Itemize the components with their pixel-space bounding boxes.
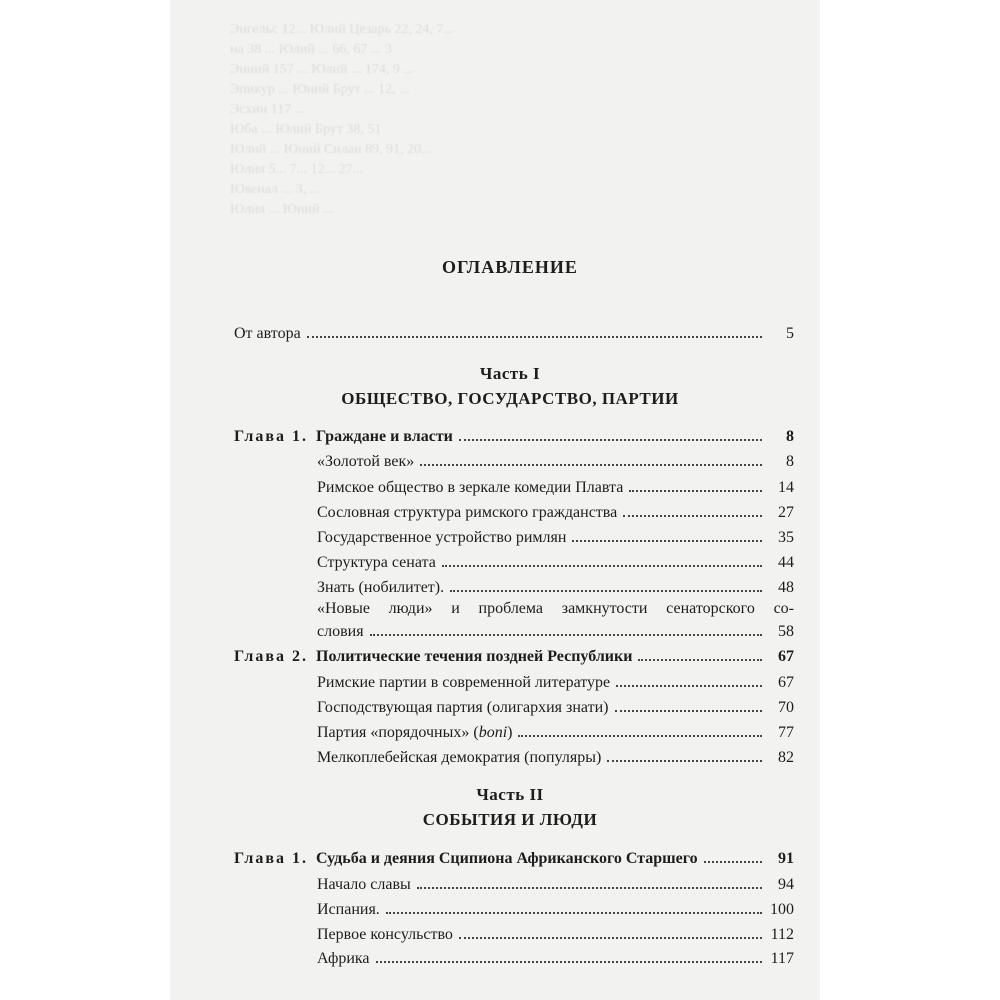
part1-title: ОБЩЕСТВО, ГОСУДАРСТВО, ПАРТИИ (341, 389, 679, 408)
leader-dots (376, 947, 762, 963)
entry-title-line2: словия (317, 623, 364, 640)
entry-title: Знать (нобилитет). (317, 579, 445, 596)
leader-dots (459, 923, 762, 939)
entry-page: 82 (778, 749, 794, 766)
title-text: Партия «порядочных» ( (317, 724, 479, 741)
entry-line2 (317, 620, 794, 643)
entry-page: 27 (778, 504, 794, 521)
toc-title: ОГЛАВЛЕНИЕ (442, 257, 578, 277)
toc-entry[interactable] (317, 746, 794, 768)
leader-dots (386, 898, 762, 914)
chapter-title: Политические течения поздней Республики (316, 648, 633, 665)
ghost-line: Юба ... Юлий Брут 38, 51 (230, 122, 382, 137)
toc-entry[interactable] (317, 923, 794, 945)
chapter-page: 91 (778, 850, 794, 867)
toc-entry[interactable] (317, 898, 794, 920)
entry-page: 8 (786, 453, 794, 470)
toc-entry[interactable] (317, 947, 794, 969)
entry-title: Африка (317, 950, 370, 967)
entry-title-line1: «Новые люди» и проблема замкнутости сенаторского со- (317, 600, 794, 617)
leader-dots (607, 746, 762, 762)
part1-label: Часть I (479, 364, 541, 383)
entry-title: Римское общество в зеркале комедии Плавта (317, 479, 624, 496)
leader-dots (450, 576, 762, 592)
entry-page: 5 (786, 325, 794, 342)
entry-page: 35 (778, 529, 794, 546)
chapter-page: 67 (778, 648, 794, 665)
leader-dots (518, 721, 762, 737)
part2-label: Часть II (476, 785, 544, 804)
toc-entry[interactable] (317, 873, 794, 895)
leader-dots (442, 551, 762, 567)
chapter-title: Судьба и деяния Сципиона Африканского Старшего (316, 850, 698, 867)
leader-dots (704, 847, 762, 863)
ghost-line: Энний 157 ... Юлий ... 174, 9 ... (230, 62, 414, 77)
leader-dots (417, 873, 762, 889)
chapter-label: Глава 1. (234, 428, 308, 445)
chapter-label: Глава 1. (234, 850, 308, 867)
entry-title: «Золотой век» (317, 453, 415, 470)
entry-title: Сословная структура римского гражданства (317, 504, 618, 521)
toc-entry-wrapped[interactable] (317, 598, 794, 643)
leader-dots (307, 322, 762, 338)
ghost-line: Эсхин 117 ... (230, 102, 306, 117)
entry-page: 94 (778, 876, 794, 893)
entry-page: 58 (778, 623, 794, 640)
entry-page: 67 (778, 674, 794, 691)
toc-entry[interactable] (317, 526, 794, 548)
ghost-line: Юлий ... Юний Силан 89, 91, 20... (230, 142, 432, 157)
title-text: ) (507, 724, 513, 741)
toc-entry[interactable] (317, 696, 794, 718)
entry-title: Структура сената (317, 554, 436, 571)
toc-chapter-p2c1[interactable] (234, 847, 794, 869)
entry-title (317, 722, 512, 744)
chapter-page: 8 (786, 428, 794, 445)
toc-entry[interactable] (317, 450, 794, 472)
ghost-line: Энгельс 12... Юлий Цезарь 22, 24, 7... (230, 22, 454, 37)
entry-page: 117 (770, 950, 794, 967)
entry-title: Государственное устройство римлян (317, 529, 567, 546)
leader-dots (572, 526, 762, 542)
entry-page: 100 (770, 901, 794, 918)
toc-entry-preface[interactable] (234, 322, 794, 344)
ghost-line: на 38 ... Юлий ... 66, 67 ... 3 (230, 42, 392, 57)
leader-dots (370, 620, 762, 636)
toc-entry[interactable] (317, 501, 794, 523)
ghost-line: Ювенал ... 3, ... (230, 182, 320, 197)
entry-page: 48 (778, 579, 794, 596)
leader-dots (420, 450, 762, 466)
entry-title: От автора (234, 325, 301, 342)
chapter-title: Граждане и власти (316, 428, 453, 445)
entry-title: Начало славы (317, 876, 411, 893)
leader-dots (615, 696, 763, 712)
entry-page: 112 (770, 926, 794, 943)
entry-title: Господствующая партия (олигархия знати) (317, 699, 609, 716)
ghost-line: Юлия ... Юний ... (230, 202, 334, 217)
title-italic: boni (478, 724, 508, 741)
toc-entry[interactable] (317, 476, 794, 498)
toc-chapter-p1c1[interactable] (234, 425, 794, 447)
entry-title: Мелкоплебейская демократия (популяры) (317, 749, 602, 766)
entry-title: Первое консульство (317, 926, 453, 943)
entry-page: 14 (778, 479, 794, 496)
entry-page: 77 (778, 724, 794, 741)
leader-dots (616, 671, 762, 687)
toc-entry[interactable] (317, 721, 794, 743)
toc-entry[interactable] (317, 576, 794, 598)
leader-dots (459, 425, 762, 441)
toc-chapter-p1c2[interactable] (234, 645, 794, 667)
entry-page: 44 (778, 554, 794, 571)
entry-title: Испания. (317, 901, 380, 918)
ghost-line: Юлия 5... 7... 12... 27... (230, 162, 364, 177)
ghost-line: Эпикур ... Юний Брут ... 12, ... (230, 82, 410, 97)
leader-dots (629, 476, 762, 492)
leader-dots (623, 501, 762, 517)
entry-title: Римские партии в современной литературе (317, 674, 611, 691)
toc-entry[interactable] (317, 671, 794, 693)
chapter-label: Глава 2. (234, 648, 308, 665)
entry-page: 70 (778, 699, 794, 716)
leader-dots (638, 645, 762, 661)
toc-entry[interactable] (317, 551, 794, 573)
part2-title: СОБЫТИЯ И ЛЮДИ (422, 810, 598, 829)
